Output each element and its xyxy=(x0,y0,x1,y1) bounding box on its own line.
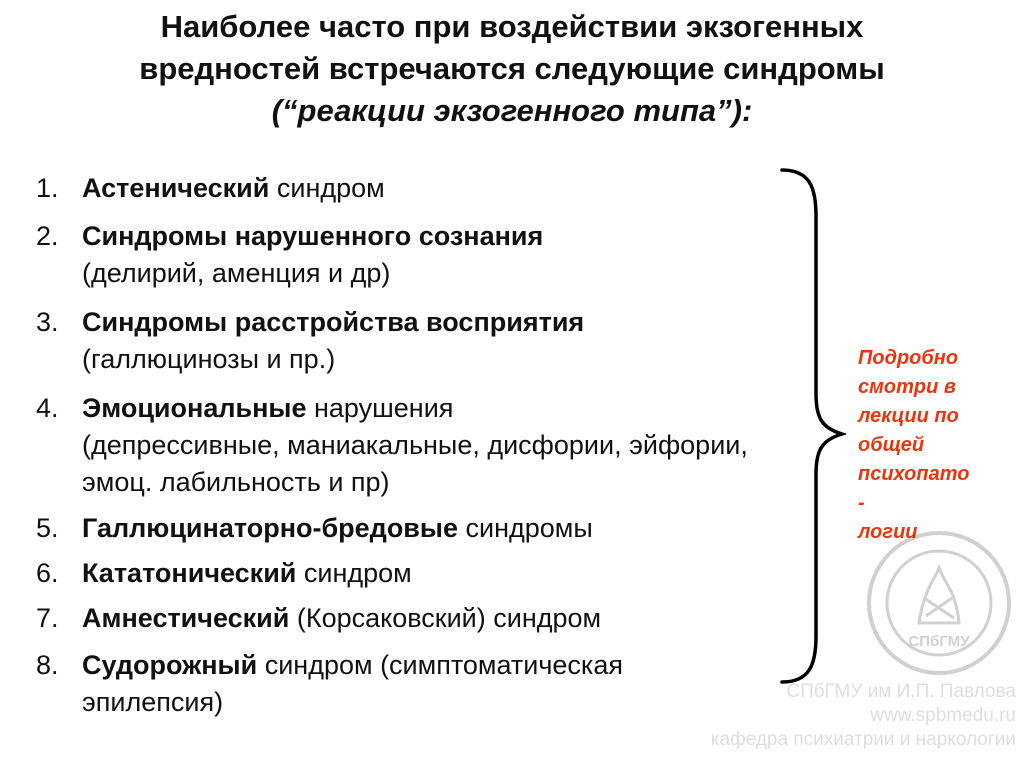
note-line: - xyxy=(858,492,865,514)
seal-text: СПбГМУ xyxy=(908,633,970,650)
syndrome-list xyxy=(36,170,776,721)
item-term: Галлюцинаторно-бредовые xyxy=(82,513,458,543)
item-rest: синдром xyxy=(269,173,385,203)
item-number: 3. xyxy=(36,307,59,337)
list-item xyxy=(36,170,776,207)
list-item xyxy=(36,555,776,592)
item-number: 6. xyxy=(36,558,59,588)
item-term: Синдромы нарушенного сознания xyxy=(82,221,544,251)
note-line: психопато xyxy=(858,463,970,485)
note-line: логии xyxy=(858,521,918,543)
title-line-3: (“реакции экзогенного типа”): xyxy=(271,93,753,128)
item-term: Амнестический xyxy=(82,603,290,633)
lecture-note xyxy=(858,344,1008,547)
item-number: 2. xyxy=(36,221,59,251)
watermark-text xyxy=(620,680,1016,752)
list-item xyxy=(36,510,776,547)
slide-title xyxy=(18,6,1006,132)
item-term: Синдромы расстройства восприятия xyxy=(82,307,585,337)
item-rest: синдром (симптоматическая xyxy=(257,650,623,680)
watermark-line: www.spbmedu.ru xyxy=(870,705,1016,726)
curly-brace xyxy=(776,166,846,686)
item-number: 7. xyxy=(36,603,59,633)
item-rest: (Корсаковский) синдром xyxy=(289,603,602,633)
list-item xyxy=(36,390,776,501)
item-number: 1. xyxy=(36,173,59,203)
item-number: 8. xyxy=(36,650,59,680)
note-line: смотри в xyxy=(858,376,956,398)
item-term: Судорожный xyxy=(82,650,258,680)
title-line-2: вредностей встречаются следующие синдромы xyxy=(139,51,885,86)
note-line: лекции по xyxy=(858,405,959,427)
title-line-1: Наиболее часто при воздействии экзогенных xyxy=(160,9,864,44)
item-rest: нарушения xyxy=(306,393,454,423)
note-line: Подробно xyxy=(858,347,959,369)
item-detail: (депрессивные, маниакальные, дисфории, эйфории, эмоц. лабильность и пр) xyxy=(82,430,748,497)
item-term: Астенический xyxy=(82,173,270,203)
watermark-line: кафедра психиатрии и наркологии xyxy=(710,729,1016,750)
list-item xyxy=(36,218,776,292)
item-detail: эпилепсия) xyxy=(82,687,224,717)
list-item xyxy=(36,304,776,378)
watermark-line: СПбГМУ им И.П. Павлова xyxy=(786,681,1016,702)
list-item xyxy=(36,600,776,637)
item-rest: синдромы xyxy=(457,513,593,543)
watermark-seal-icon xyxy=(864,528,1014,678)
item-term: Эмоциональные xyxy=(82,393,307,423)
item-detail: (делирий, аменция и др) xyxy=(82,258,391,288)
item-number: 5. xyxy=(36,513,59,543)
note-line: общей xyxy=(858,434,925,456)
item-rest: синдром xyxy=(296,558,412,588)
item-number: 4. xyxy=(36,393,59,423)
item-term: Кататонический xyxy=(82,558,297,588)
item-detail: (галлюцинозы и пр.) xyxy=(82,344,336,374)
